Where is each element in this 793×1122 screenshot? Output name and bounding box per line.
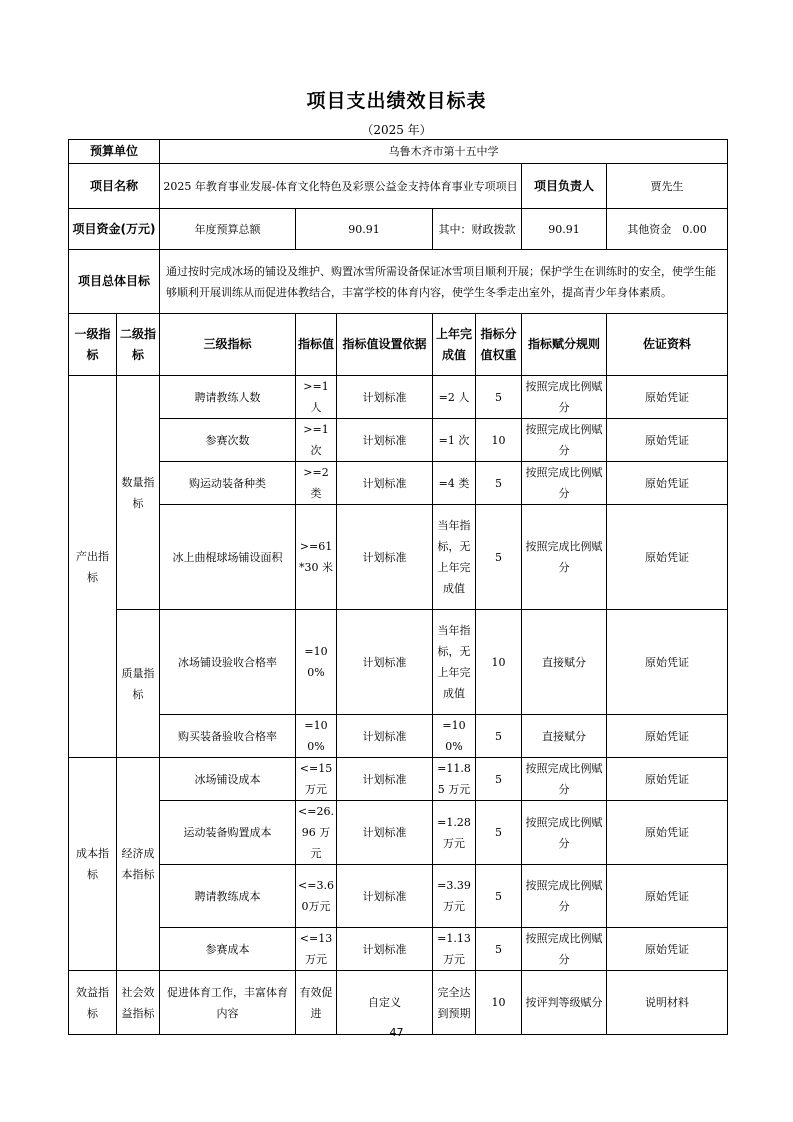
table-row bbox=[69, 419, 728, 462]
indicator-evidence: 原始凭证 bbox=[607, 376, 728, 419]
indicator-weight: 10 bbox=[476, 610, 522, 715]
table-row bbox=[69, 505, 728, 610]
header-weight: 指标分值权重 bbox=[476, 314, 522, 376]
indicator-value: 有效促进 bbox=[296, 971, 337, 1035]
unit-row bbox=[69, 140, 728, 164]
project-name-label: 项目名称 bbox=[69, 164, 160, 209]
header-l1: 一级指标 bbox=[69, 314, 117, 376]
indicator-name: 购运动装备种类 bbox=[160, 462, 296, 505]
indicator-rule: 按照完成比例赋分 bbox=[522, 462, 607, 505]
table-row bbox=[69, 928, 728, 971]
table-row bbox=[69, 610, 728, 715]
l2-quantity: 数量指标 bbox=[117, 376, 160, 610]
indicator-weight: 5 bbox=[476, 928, 522, 971]
indicator-basis: 计划标准 bbox=[337, 462, 433, 505]
other-label: 其他资金 bbox=[627, 222, 672, 236]
table-row bbox=[69, 971, 728, 1035]
indicator-evidence: 原始凭证 bbox=[607, 462, 728, 505]
table-row bbox=[69, 865, 728, 928]
l2-social: 社会效益指标 bbox=[117, 971, 160, 1035]
page-title: 项目支出绩效目标表 bbox=[306, 90, 487, 112]
indicator-name: 冰上曲棍球场铺设面积 bbox=[160, 505, 296, 610]
year-label: （2025 年） bbox=[361, 123, 432, 137]
indicator-evidence: 原始凭证 bbox=[607, 610, 728, 715]
goal-row bbox=[69, 250, 728, 314]
indicator-evidence: 原始凭证 bbox=[607, 758, 728, 801]
header-l3: 三级指标 bbox=[160, 314, 296, 376]
header-l2: 二级指标 bbox=[117, 314, 160, 376]
indicator-prev: =100% bbox=[433, 715, 476, 758]
indicator-name: 购买装备验收合格率 bbox=[160, 715, 296, 758]
indicator-evidence: 原始凭证 bbox=[607, 865, 728, 928]
page-number: 47 bbox=[389, 1026, 404, 1039]
indicator-weight: 5 bbox=[476, 801, 522, 865]
indicator-evidence: 原始凭证 bbox=[607, 505, 728, 610]
indicator-basis: 计划标准 bbox=[337, 865, 433, 928]
unit-label: 预算单位 bbox=[69, 140, 160, 164]
indicator-basis: 计划标准 bbox=[337, 715, 433, 758]
indicator-weight: 5 bbox=[476, 865, 522, 928]
l1-output: 产出指标 bbox=[69, 376, 117, 758]
indicator-evidence: 说明材料 bbox=[607, 971, 728, 1035]
indicator-value: =100% bbox=[296, 610, 337, 715]
table-row bbox=[69, 801, 728, 865]
indicator-value: <=26.96 万元 bbox=[296, 801, 337, 865]
indicator-basis: 计划标准 bbox=[337, 419, 433, 462]
indicator-weight: 10 bbox=[476, 971, 522, 1035]
project-name-row bbox=[69, 164, 728, 209]
indicator-weight: 5 bbox=[476, 758, 522, 801]
indicator-value: >=1人 bbox=[296, 376, 337, 419]
header-rule: 指标赋分规则 bbox=[522, 314, 607, 376]
indicator-name: 参赛次数 bbox=[160, 419, 296, 462]
l1-benefit: 效益指标 bbox=[69, 971, 117, 1035]
indicator-name: 运动装备购置成本 bbox=[160, 801, 296, 865]
indicator-weight: 5 bbox=[476, 505, 522, 610]
indicator-evidence: 原始凭证 bbox=[607, 419, 728, 462]
indicator-rule: 直接赋分 bbox=[522, 715, 607, 758]
goal-value: 通过按时完成冰场的铺设及维护、购置冰雪所需设备保证冰雪项目顺利开展；保护学生在训练时的安全，使学生能够顺利开展训练从而促进体教结合，丰富学校的体育内容，使学生冬季走出室外，提高青少年身体素质。 bbox=[160, 250, 728, 314]
indicator-weight: 5 bbox=[476, 462, 522, 505]
table-row bbox=[69, 715, 728, 758]
header-value: 指标值 bbox=[296, 314, 337, 376]
table-row bbox=[69, 376, 728, 419]
indicator-rule: 直接赋分 bbox=[522, 610, 607, 715]
indicator-evidence: 原始凭证 bbox=[607, 715, 728, 758]
indicator-prev: 当年指标，无上年完成值 bbox=[433, 610, 476, 715]
indicator-evidence: 原始凭证 bbox=[607, 801, 728, 865]
indicator-rule: 按照完成比例赋分 bbox=[522, 505, 607, 610]
indicator-rule: 按照完成比例赋分 bbox=[522, 928, 607, 971]
indicator-prev: =1 次 bbox=[433, 419, 476, 462]
indicator-value: >=1次 bbox=[296, 419, 337, 462]
indicator-prev: =3.39万元 bbox=[433, 865, 476, 928]
indicator-evidence: 原始凭证 bbox=[607, 928, 728, 971]
indicator-name: 聘请教练人数 bbox=[160, 376, 296, 419]
indicator-name: 聘请教练成本 bbox=[160, 865, 296, 928]
indicator-weight: 5 bbox=[476, 715, 522, 758]
header-basis: 指标值设置依据 bbox=[337, 314, 433, 376]
performance-table bbox=[68, 139, 728, 1035]
l2-economic: 经济成本指标 bbox=[117, 758, 160, 971]
indicator-rule: 按照完成比例赋分 bbox=[522, 419, 607, 462]
manager-value: 贾先生 bbox=[607, 164, 728, 209]
indicator-value: >=2类 bbox=[296, 462, 337, 505]
other-value: 0.00 bbox=[682, 222, 707, 236]
indicator-basis: 计划标准 bbox=[337, 758, 433, 801]
indicator-prev: =2 人 bbox=[433, 376, 476, 419]
header-row bbox=[69, 314, 728, 376]
indicator-prev: =1.28万元 bbox=[433, 801, 476, 865]
indicator-name: 冰场铺设成本 bbox=[160, 758, 296, 801]
indicator-weight: 10 bbox=[476, 419, 522, 462]
indicator-basis: 计划标准 bbox=[337, 610, 433, 715]
indicator-name: 冰场铺设验收合格率 bbox=[160, 610, 296, 715]
indicator-rule: 按评判等级赋分 bbox=[522, 971, 607, 1035]
fiscal-value: 90.91 bbox=[522, 209, 607, 250]
manager-label: 项目负责人 bbox=[522, 164, 607, 209]
indicator-prev: =11.85 万元 bbox=[433, 758, 476, 801]
header-prev: 上年完成值 bbox=[433, 314, 476, 376]
project-name-value: 2025 年教育事业发展-体育文化特色及彩票公益金支持体育事业专项项目 bbox=[160, 164, 522, 209]
l2-quality: 质量指标 bbox=[117, 610, 160, 758]
indicator-rule: 按照完成比例赋分 bbox=[522, 865, 607, 928]
annual-budget-label: 年度预算总额 bbox=[160, 209, 296, 250]
indicator-basis: 自定义 bbox=[337, 971, 433, 1035]
indicator-rule: 按照完成比例赋分 bbox=[522, 758, 607, 801]
header-evidence: 佐证资料 bbox=[607, 314, 728, 376]
indicator-basis: 计划标准 bbox=[337, 376, 433, 419]
unit-value: 乌鲁木齐市第十五中学 bbox=[160, 140, 728, 164]
indicator-value: >=61*30 米 bbox=[296, 505, 337, 610]
indicator-prev: =4 类 bbox=[433, 462, 476, 505]
indicator-prev: =1.13万元 bbox=[433, 928, 476, 971]
fiscal-label: 其中：财政拨款 bbox=[433, 209, 522, 250]
table-row bbox=[69, 758, 728, 801]
indicator-value: <=13万元 bbox=[296, 928, 337, 971]
goal-label: 项目总体目标 bbox=[69, 250, 160, 314]
indicator-value: <=3.60万元 bbox=[296, 865, 337, 928]
indicator-rule: 按照完成比例赋分 bbox=[522, 801, 607, 865]
indicator-prev: 当年指标，无上年完成值 bbox=[433, 505, 476, 610]
indicator-value: =100% bbox=[296, 715, 337, 758]
indicator-weight: 5 bbox=[476, 376, 522, 419]
indicator-name: 促进体育工作，丰富体育内容 bbox=[160, 971, 296, 1035]
indicator-name: 参赛成本 bbox=[160, 928, 296, 971]
other-value-cell bbox=[607, 209, 728, 250]
indicator-basis: 计划标准 bbox=[337, 801, 433, 865]
indicator-rule: 按照完成比例赋分 bbox=[522, 376, 607, 419]
indicator-value: <=15万元 bbox=[296, 758, 337, 801]
table-row bbox=[69, 462, 728, 505]
indicator-basis: 计划标准 bbox=[337, 928, 433, 971]
indicator-prev: 完全达到预期 bbox=[433, 971, 476, 1035]
l1-cost: 成本指标 bbox=[69, 758, 117, 971]
fund-row bbox=[69, 209, 728, 250]
annual-budget-value: 90.91 bbox=[296, 209, 433, 250]
fund-label: 项目资金(万元) bbox=[69, 209, 160, 250]
indicator-basis: 计划标准 bbox=[337, 505, 433, 610]
